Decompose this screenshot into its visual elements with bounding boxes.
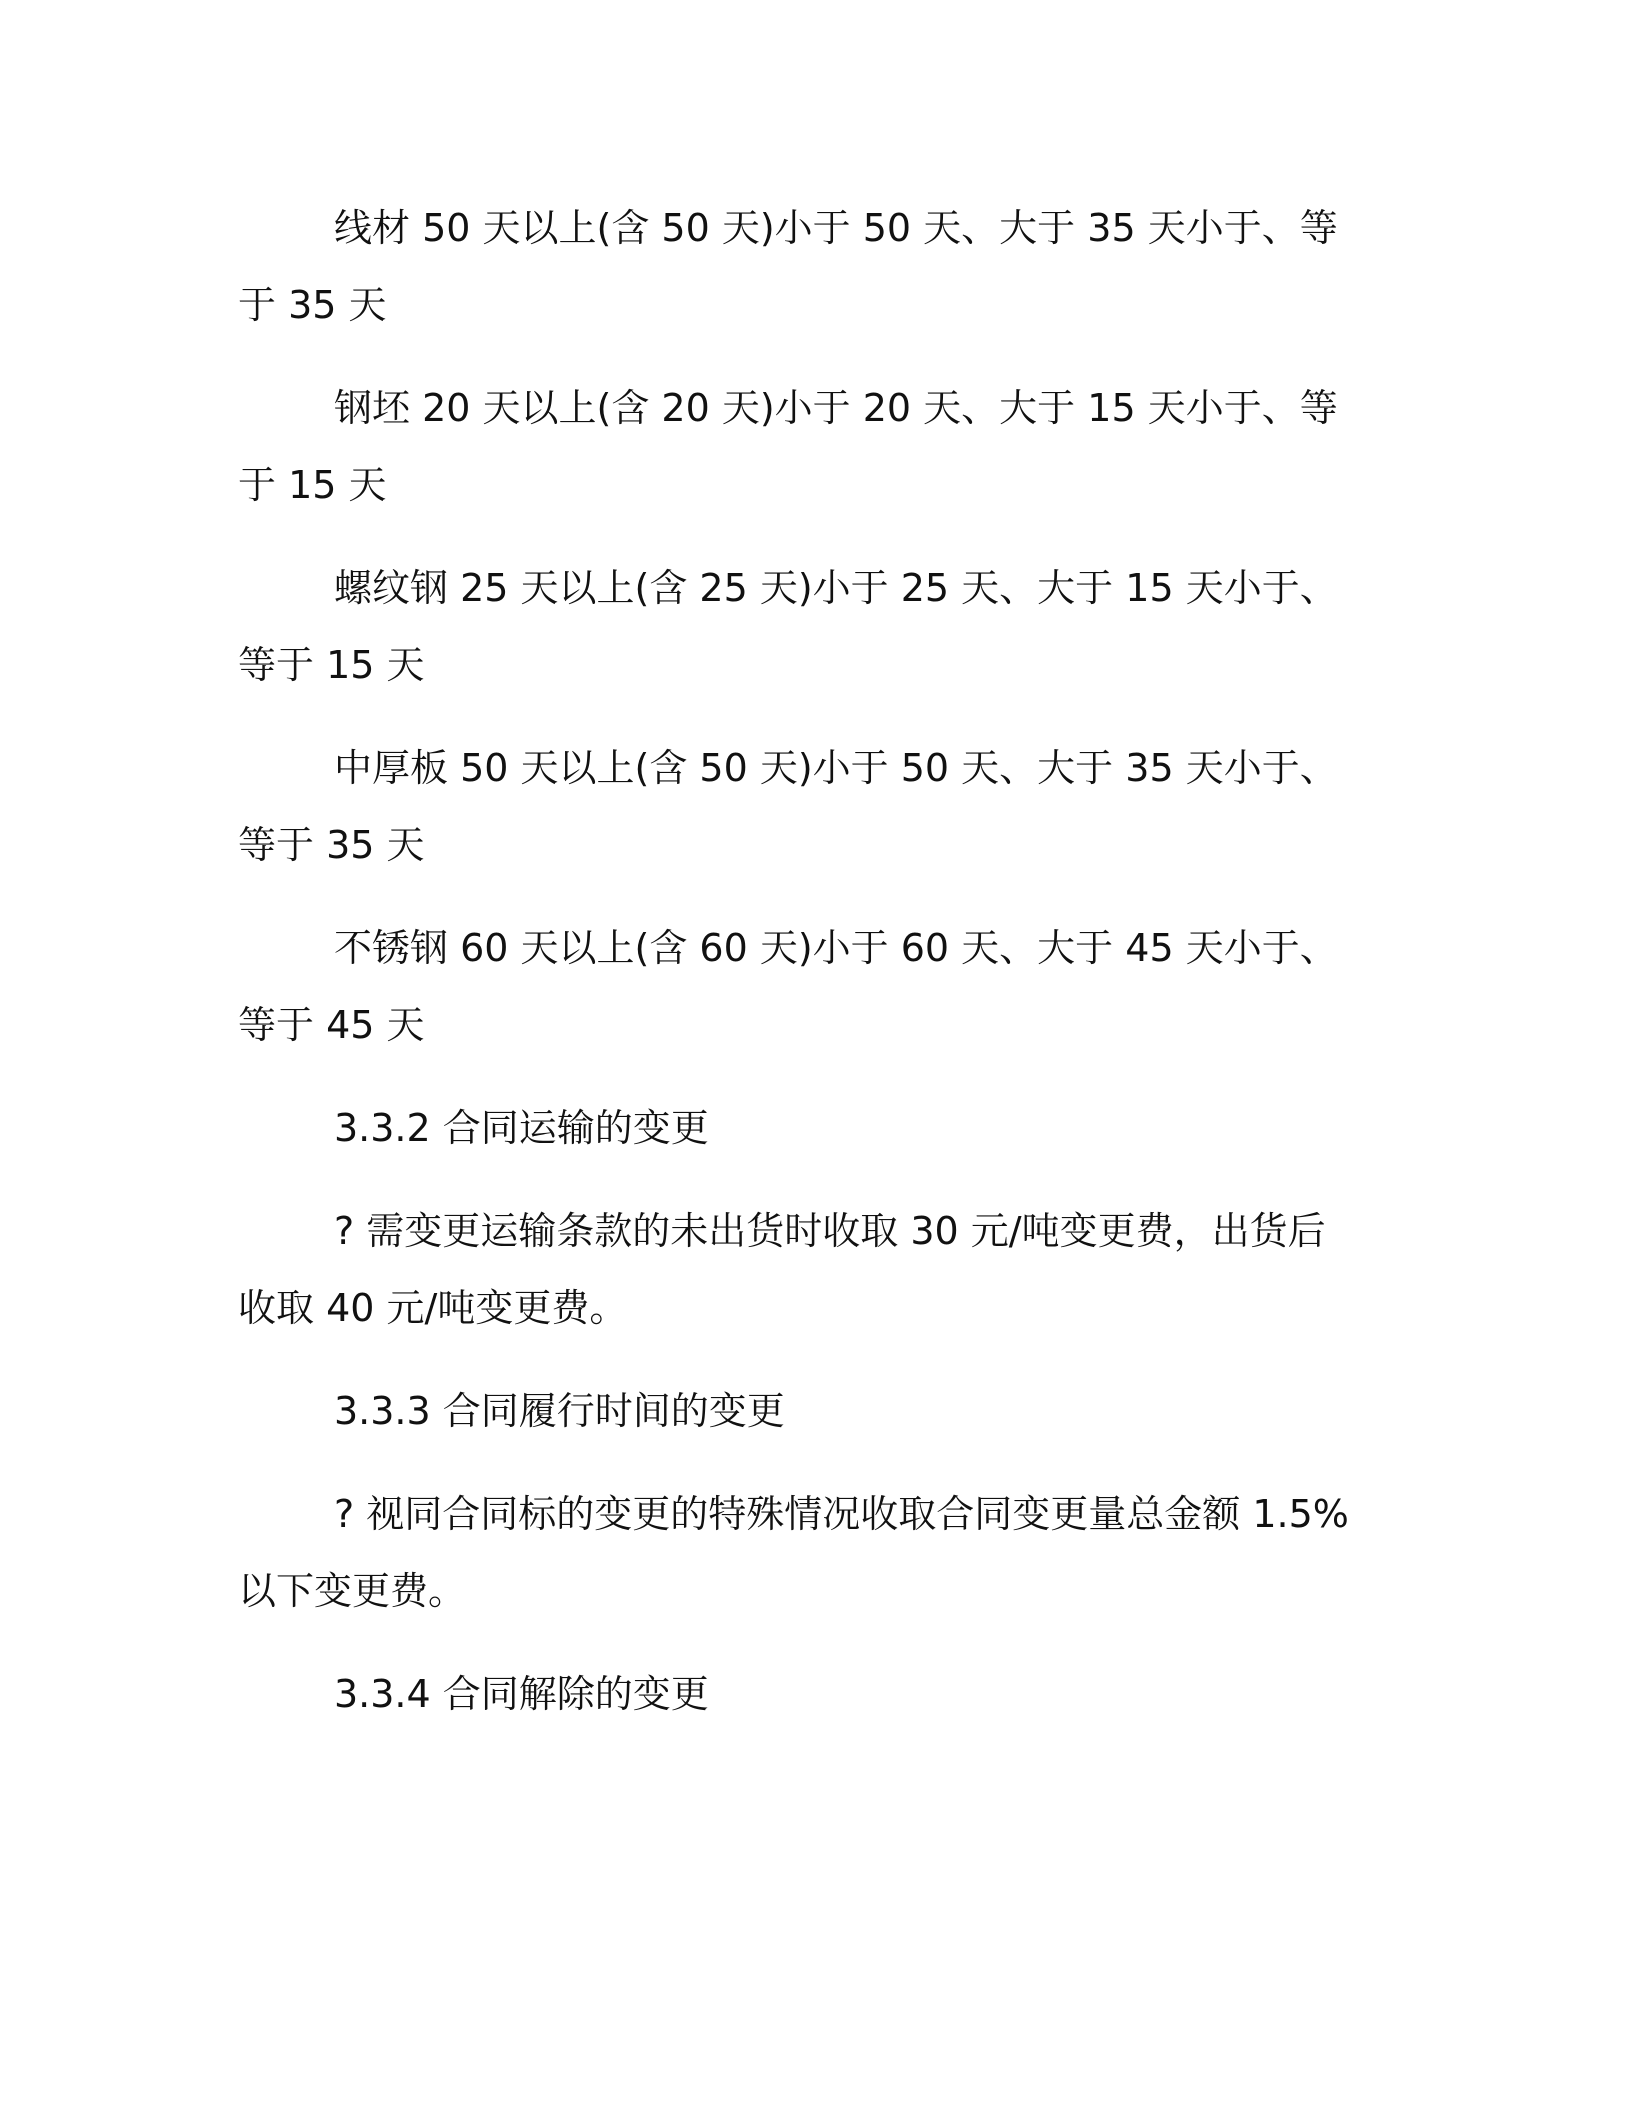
section-heading-3-3-2: 3.3.2 合同运输的变更 — [334, 1106, 709, 1150]
paragraph-billet: 钢坯 20 天以上(含 20 天)小于 20 天、大于 15 天小于、等于 15 天 — [238, 386, 1338, 507]
paragraph-transport-change: ? 需变更运输条款的未出货时收取 30 元/吨变更费，出货后收取 40 元/吨变更费。 — [238, 1209, 1326, 1330]
section-heading-3-3-3: 3.3.3 合同履行时间的变更 — [334, 1389, 785, 1433]
paragraph-time-change: ? 视同合同标的变更的特殊情况收取合同变更量总金额 1.5%以下变更费。 — [238, 1492, 1349, 1613]
paragraph-rebar: 螺纹钢 25 天以上(含 25 天)小于 25 天、大于 15 天小于、等于 15 天 — [238, 566, 1338, 687]
paragraph-medium-plate: 中厚板 50 天以上(含 50 天)小于 50 天、大于 35 天小于、等于 35 天 — [238, 746, 1338, 867]
document-body — [238, 190, 1363, 1759]
paragraph-wire-rod: 线材 50 天以上(含 50 天)小于 50 天、大于 35 天小于、等于 35 天 — [238, 206, 1338, 327]
section-heading-3-3-4: 3.3.4 合同解除的变更 — [334, 1672, 709, 1716]
paragraph-stainless: 不锈钢 60 天以上(含 60 天)小于 60 天、大于 45 天小于、等于 45 天 — [238, 926, 1338, 1047]
